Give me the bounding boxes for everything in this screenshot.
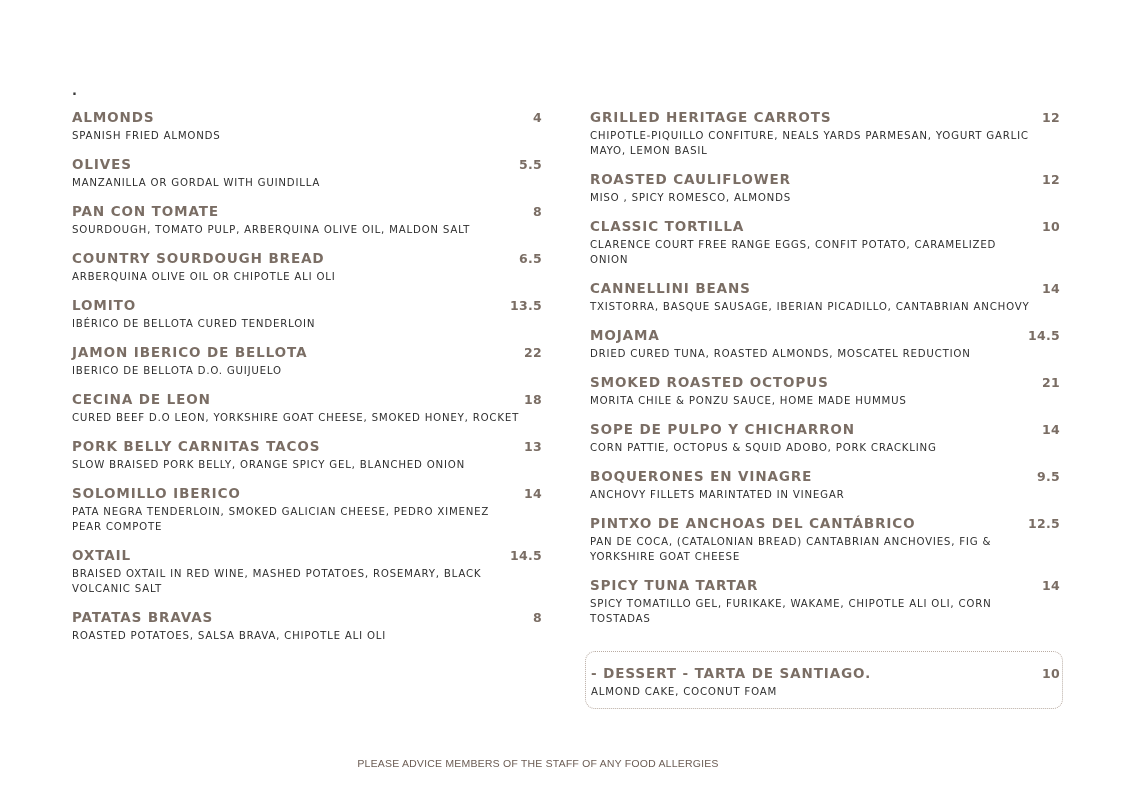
dessert-price: 10	[1042, 666, 1060, 681]
menu-item	[72, 110, 542, 144]
item-price: 5.5	[518, 157, 542, 172]
item-description: DRIED CURED TUNA, ROASTED ALMONDS, MOSCATEL REDUCTION	[590, 349, 971, 360]
item-name: JAMON IBERICO DE BELLOTA	[72, 345, 308, 361]
menu-item	[72, 345, 542, 379]
item-description: TXISTORRA, BASQUE SAUSAGE, IBERIAN PICADILLO, CANTABRIAN ANCHOVY	[590, 302, 1030, 313]
item-description: ROASTED POTATOES, SALSA BRAVA, CHIPOTLE ALI OLI	[72, 631, 387, 642]
item-description: CORN PATTIE, OCTOPUS & SQUID ADOBO, PORK CRACKLING	[590, 443, 937, 454]
item-name: CECINA DE LEON	[72, 392, 211, 408]
menu-item	[590, 469, 1060, 503]
item-name: PAN CON TOMATE	[72, 204, 220, 220]
item-description: SPANISH FRIED ALMONDS	[72, 131, 221, 142]
item-price: 12	[1042, 110, 1060, 125]
item-name: OXTAIL	[72, 548, 132, 564]
item-price: 22	[524, 345, 542, 360]
menu-item	[590, 516, 1060, 565]
item-description: CHIPOTLE-PIQUILLO CONFITURE, NEALS YARDS PARMESAN, YOGURT GARLIC MAYO, LEMON BASIL	[590, 131, 1029, 157]
menu-item	[72, 610, 542, 644]
item-description: CLARENCE COURT FREE RANGE EGGS, CONFIT POTATO, CARAMELIZED ONION	[590, 240, 997, 266]
item-description: PATA NEGRA TENDERLOIN, SMOKED GALICIAN CHEESE, PEDRO XIMENEZ PEAR COMPOTE	[72, 507, 490, 533]
item-name: PATATAS BRAVAS	[72, 610, 214, 626]
menu-item	[590, 172, 1060, 206]
item-name: CLASSIC TORTILLA	[590, 219, 745, 235]
item-name: OLIVES	[72, 157, 132, 173]
item-description: BRAISED OXTAIL IN RED WINE, MASHED POTATOES, ROSEMARY, BLACK VOLCANIC SALT	[72, 569, 482, 595]
menu-column-left	[72, 110, 542, 657]
item-name: SOLOMILLO IBERICO	[72, 486, 241, 502]
item-description: CURED BEEF D.O LEON, YORKSHIRE GOAT CHEESE, SMOKED HONEY, ROCKET	[72, 413, 520, 424]
item-price: 12.5	[1027, 516, 1060, 531]
item-price: 8	[533, 610, 542, 625]
item-price: 14	[524, 486, 542, 501]
item-price: 4	[533, 110, 542, 125]
item-name: ROASTED CAULIFLOWER	[590, 172, 791, 188]
item-description: MISO , SPICY ROMESCO, ALMONDS	[590, 193, 791, 204]
menu-item	[590, 281, 1060, 315]
menu-item	[72, 486, 542, 535]
item-description: SLOW BRAISED PORK BELLY, ORANGE SPICY GEL, BLANCHED ONION	[72, 460, 466, 471]
item-name: PORK BELLY CARNITAS TACOS	[72, 439, 321, 455]
menu-item	[72, 392, 542, 426]
menu-item	[590, 578, 1060, 627]
item-name: COUNTRY SOURDOUGH BREAD	[72, 251, 325, 267]
item-price: 13.5	[509, 298, 542, 313]
menu-item	[590, 110, 1060, 159]
item-price: 8	[533, 204, 542, 219]
item-price: 18	[524, 392, 542, 407]
item-price: 12	[1042, 172, 1060, 187]
item-name: SOPE DE PULPO Y CHICHARRON	[590, 422, 855, 438]
dessert-item	[591, 666, 1060, 700]
dessert-description: ALMOND CAKE, COCONUT FOAM	[591, 687, 778, 698]
item-description: PAN DE COCA, (CATALONIAN BREAD) CANTABRIAN ANCHOVIES, FIG & YORKSHIRE GOAT CHEESE	[590, 537, 992, 563]
item-description: MANZANILLA OR GORDAL WITH GUINDILLA	[72, 178, 321, 189]
item-name: GRILLED HERITAGE CARROTS	[590, 110, 832, 126]
item-name: LOMITO	[72, 298, 137, 314]
menu-item	[72, 298, 542, 332]
item-description: ARBERQUINA OLIVE OIL OR CHIPOTLE ALI OLI	[72, 272, 336, 283]
menu-item	[72, 157, 542, 191]
item-description: MORITA CHILE & PONZU SAUCE, HOME MADE HUMMUS	[590, 396, 907, 407]
item-name: MOJAMA	[590, 328, 660, 344]
item-description: SPICY TOMATILLO GEL, FURIKAKE, WAKAME, CHIPOTLE ALI OLI, CORN TOSTADAS	[590, 599, 992, 625]
menu-item	[590, 328, 1060, 362]
item-price: 14	[1042, 578, 1060, 593]
item-name: CANNELLINI BEANS	[590, 281, 751, 297]
menu-item	[72, 204, 542, 238]
menu-item	[72, 548, 542, 597]
menu-item	[590, 219, 1060, 268]
item-name: SPICY TUNA TARTAR	[590, 578, 759, 594]
item-price: 14	[1042, 281, 1060, 296]
item-price: 14	[1042, 422, 1060, 437]
item-description: SOURDOUGH, TOMATO PULP, ARBERQUINA OLIVE OIL, MALDON SALT	[72, 225, 471, 236]
item-price: 10	[1042, 219, 1060, 234]
item-description: IBERICO DE BELLOTA D.O. GUIJUELO	[72, 366, 282, 377]
item-price: 14.5	[1027, 328, 1060, 343]
menu-column-right	[590, 110, 1060, 640]
dessert-name: - DESSERT - TARTA DE SANTIAGO.	[591, 666, 872, 682]
item-price: 9.5	[1036, 469, 1060, 484]
item-price: 21	[1042, 375, 1060, 390]
item-description: ANCHOVY FILLETS MARINTATED IN VINEGAR	[590, 490, 845, 501]
dessert-box	[585, 651, 1063, 709]
menu-item	[590, 422, 1060, 456]
item-name: PINTXO DE ANCHOAS DEL CANTÁBRICO	[590, 516, 916, 532]
menu-item	[72, 251, 542, 285]
item-description: IBÉRICO DE BELLOTA CURED TENDERLOIN	[72, 319, 316, 330]
item-price: 14.5	[509, 548, 542, 563]
section-marker: .	[72, 84, 77, 99]
menu-item	[590, 375, 1060, 409]
menu-item	[72, 439, 542, 473]
item-price: 6.5	[518, 251, 542, 266]
item-name: SMOKED ROASTED OCTOPUS	[590, 375, 829, 391]
item-name: BOQUERONES EN VINAGRE	[590, 469, 813, 485]
allergy-notice: PLEASE ADVICE MEMBERS OF THE STAFF OF ANY FOOD ALLERGIES	[357, 758, 719, 770]
item-price: 13	[524, 439, 542, 454]
item-name: ALMONDS	[72, 110, 155, 126]
